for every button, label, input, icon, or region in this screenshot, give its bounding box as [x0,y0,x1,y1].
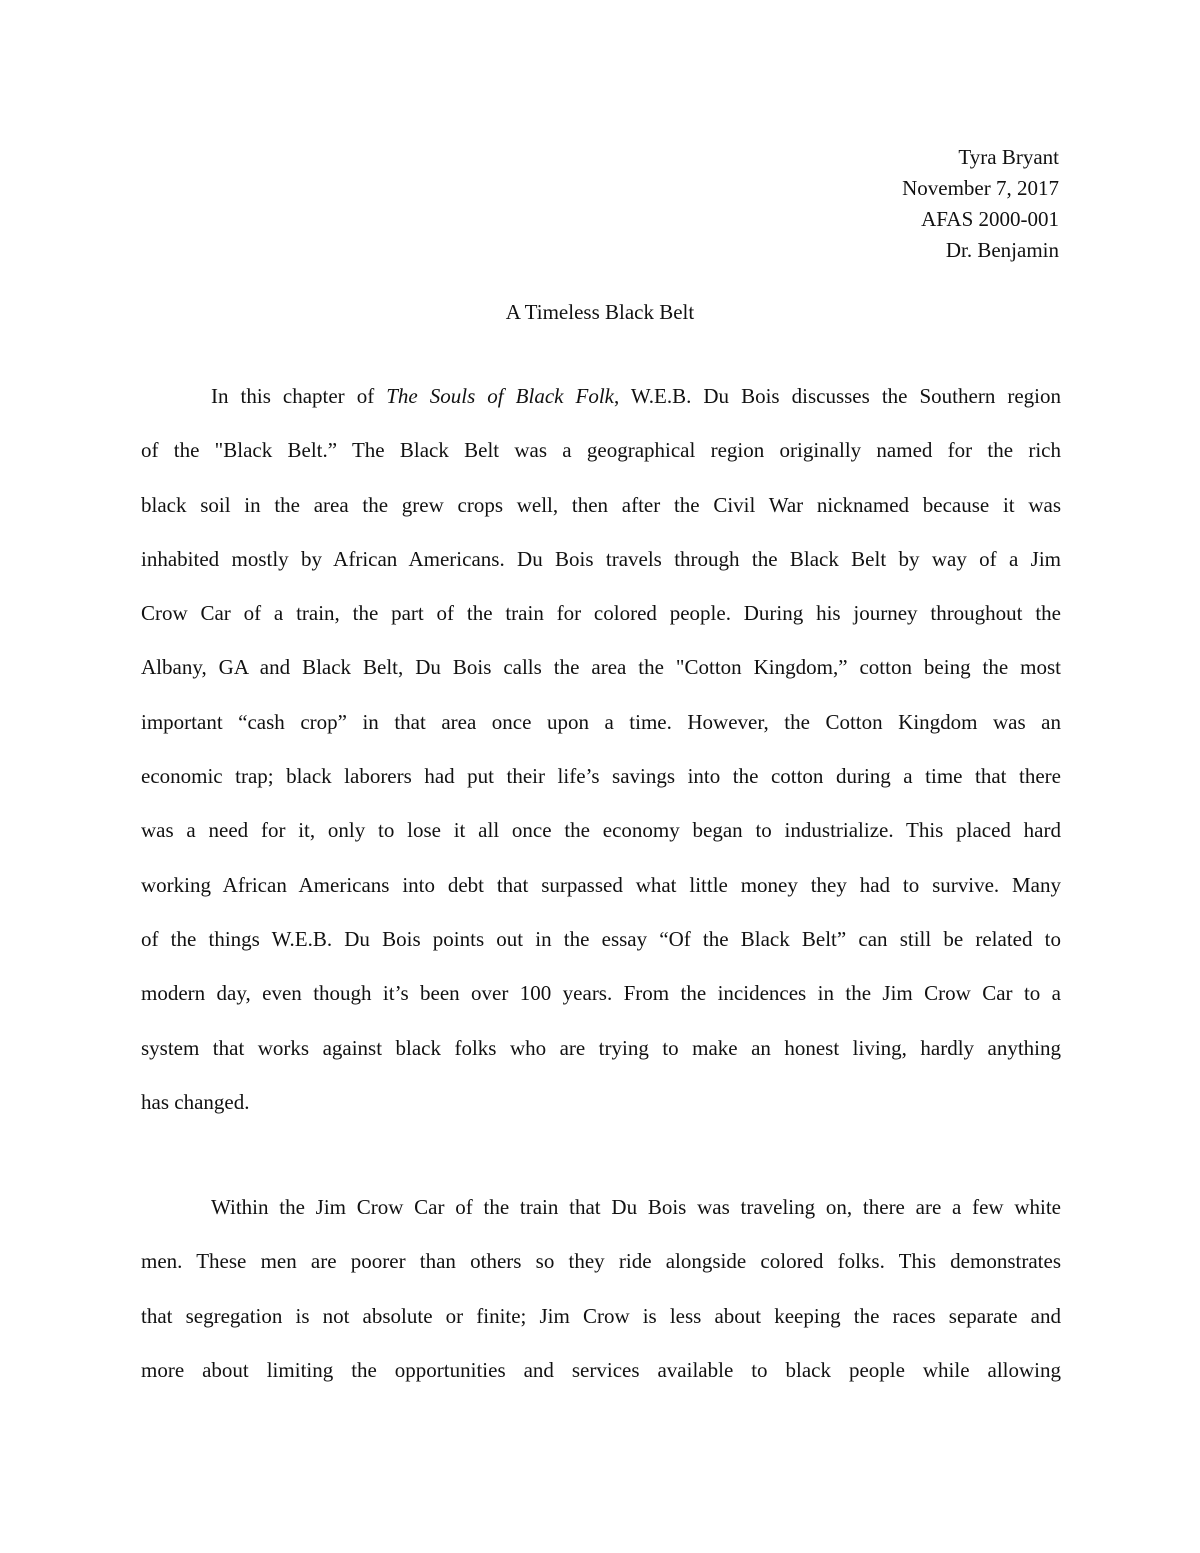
paragraph-line: modern day, even though it’s been over 100 years. From the incidences in the Jim Crow Car to a [141,981,1061,1006]
paragraph-line: inhabited mostly by African Americans. Du Bois travels through the Black Belt by way of a Jim [141,546,1061,571]
paragraph-line: system that works against black folks who are trying to make an honest living, hardly anything [141,1035,1061,1060]
paragraph-2 [141,1180,1061,1397]
paragraph-line: was a need for it, only to lose it all once the economy began to industrialize. This placed hard [141,818,1061,843]
paragraph-line [141,369,1061,423]
line-text: , W.E.B. Du Bois discusses the Southern region [613,384,1061,408]
paragraph-line: more about limiting the opportunities and services available to black people while allowing [141,1357,1061,1382]
book-title: The Souls of Black Folk [386,384,614,408]
paragraph-line: of the "Black Belt.” The Black Belt was a geographical region originally named for the rich [141,438,1061,463]
heading-block [902,142,1059,266]
paragraph-line: Within the Jim Crow Car of the train that Du Bois was traveling on, there are a few white [211,1195,1061,1219]
paragraph-line: men. These men are poorer than others so they ride alongside colored folks. This demonstrates [141,1249,1061,1274]
paragraph-line: of the things W.E.B. Du Bois points out in the essay “Of the Black Belt” can still be related to [141,926,1061,951]
paragraph-line: economic trap; black laborers had put their life’s savings into the cotton during a time that there [141,764,1061,789]
course-code: AFAS 2000-001 [921,207,1059,231]
line-text: In this chapter of [211,384,387,408]
essay-date: November 7, 2017 [902,176,1059,200]
paragraph-line: Crow Car of a train, the part of the train for colored people. During his journey throughout the [141,601,1061,626]
author-name: Tyra Bryant [958,145,1059,169]
paragraph-line: black soil in the area the grew crops well, then after the Civil War nicknamed because it was [141,492,1061,517]
paragraph-line: that segregation is not absolute or finite; Jim Crow is less about keeping the races separate and [141,1303,1061,1328]
paragraph-line: important “cash crop” in that area once upon a time. However, the Cotton Kingdom was an [141,709,1061,734]
paragraph-line: working African Americans into debt that surpassed what little money they had to survive. Many [141,872,1061,897]
paragraph-line: has changed. [141,1089,250,1114]
paragraph-1 [141,369,1061,1129]
instructor-name: Dr. Benjamin [945,238,1059,262]
paragraph-line: Albany, GA and Black Belt, Du Bois calls the area the "Cotton Kingdom,” cotton being the most [141,655,1061,680]
essay-title: A Timeless Black Belt [505,300,695,324]
